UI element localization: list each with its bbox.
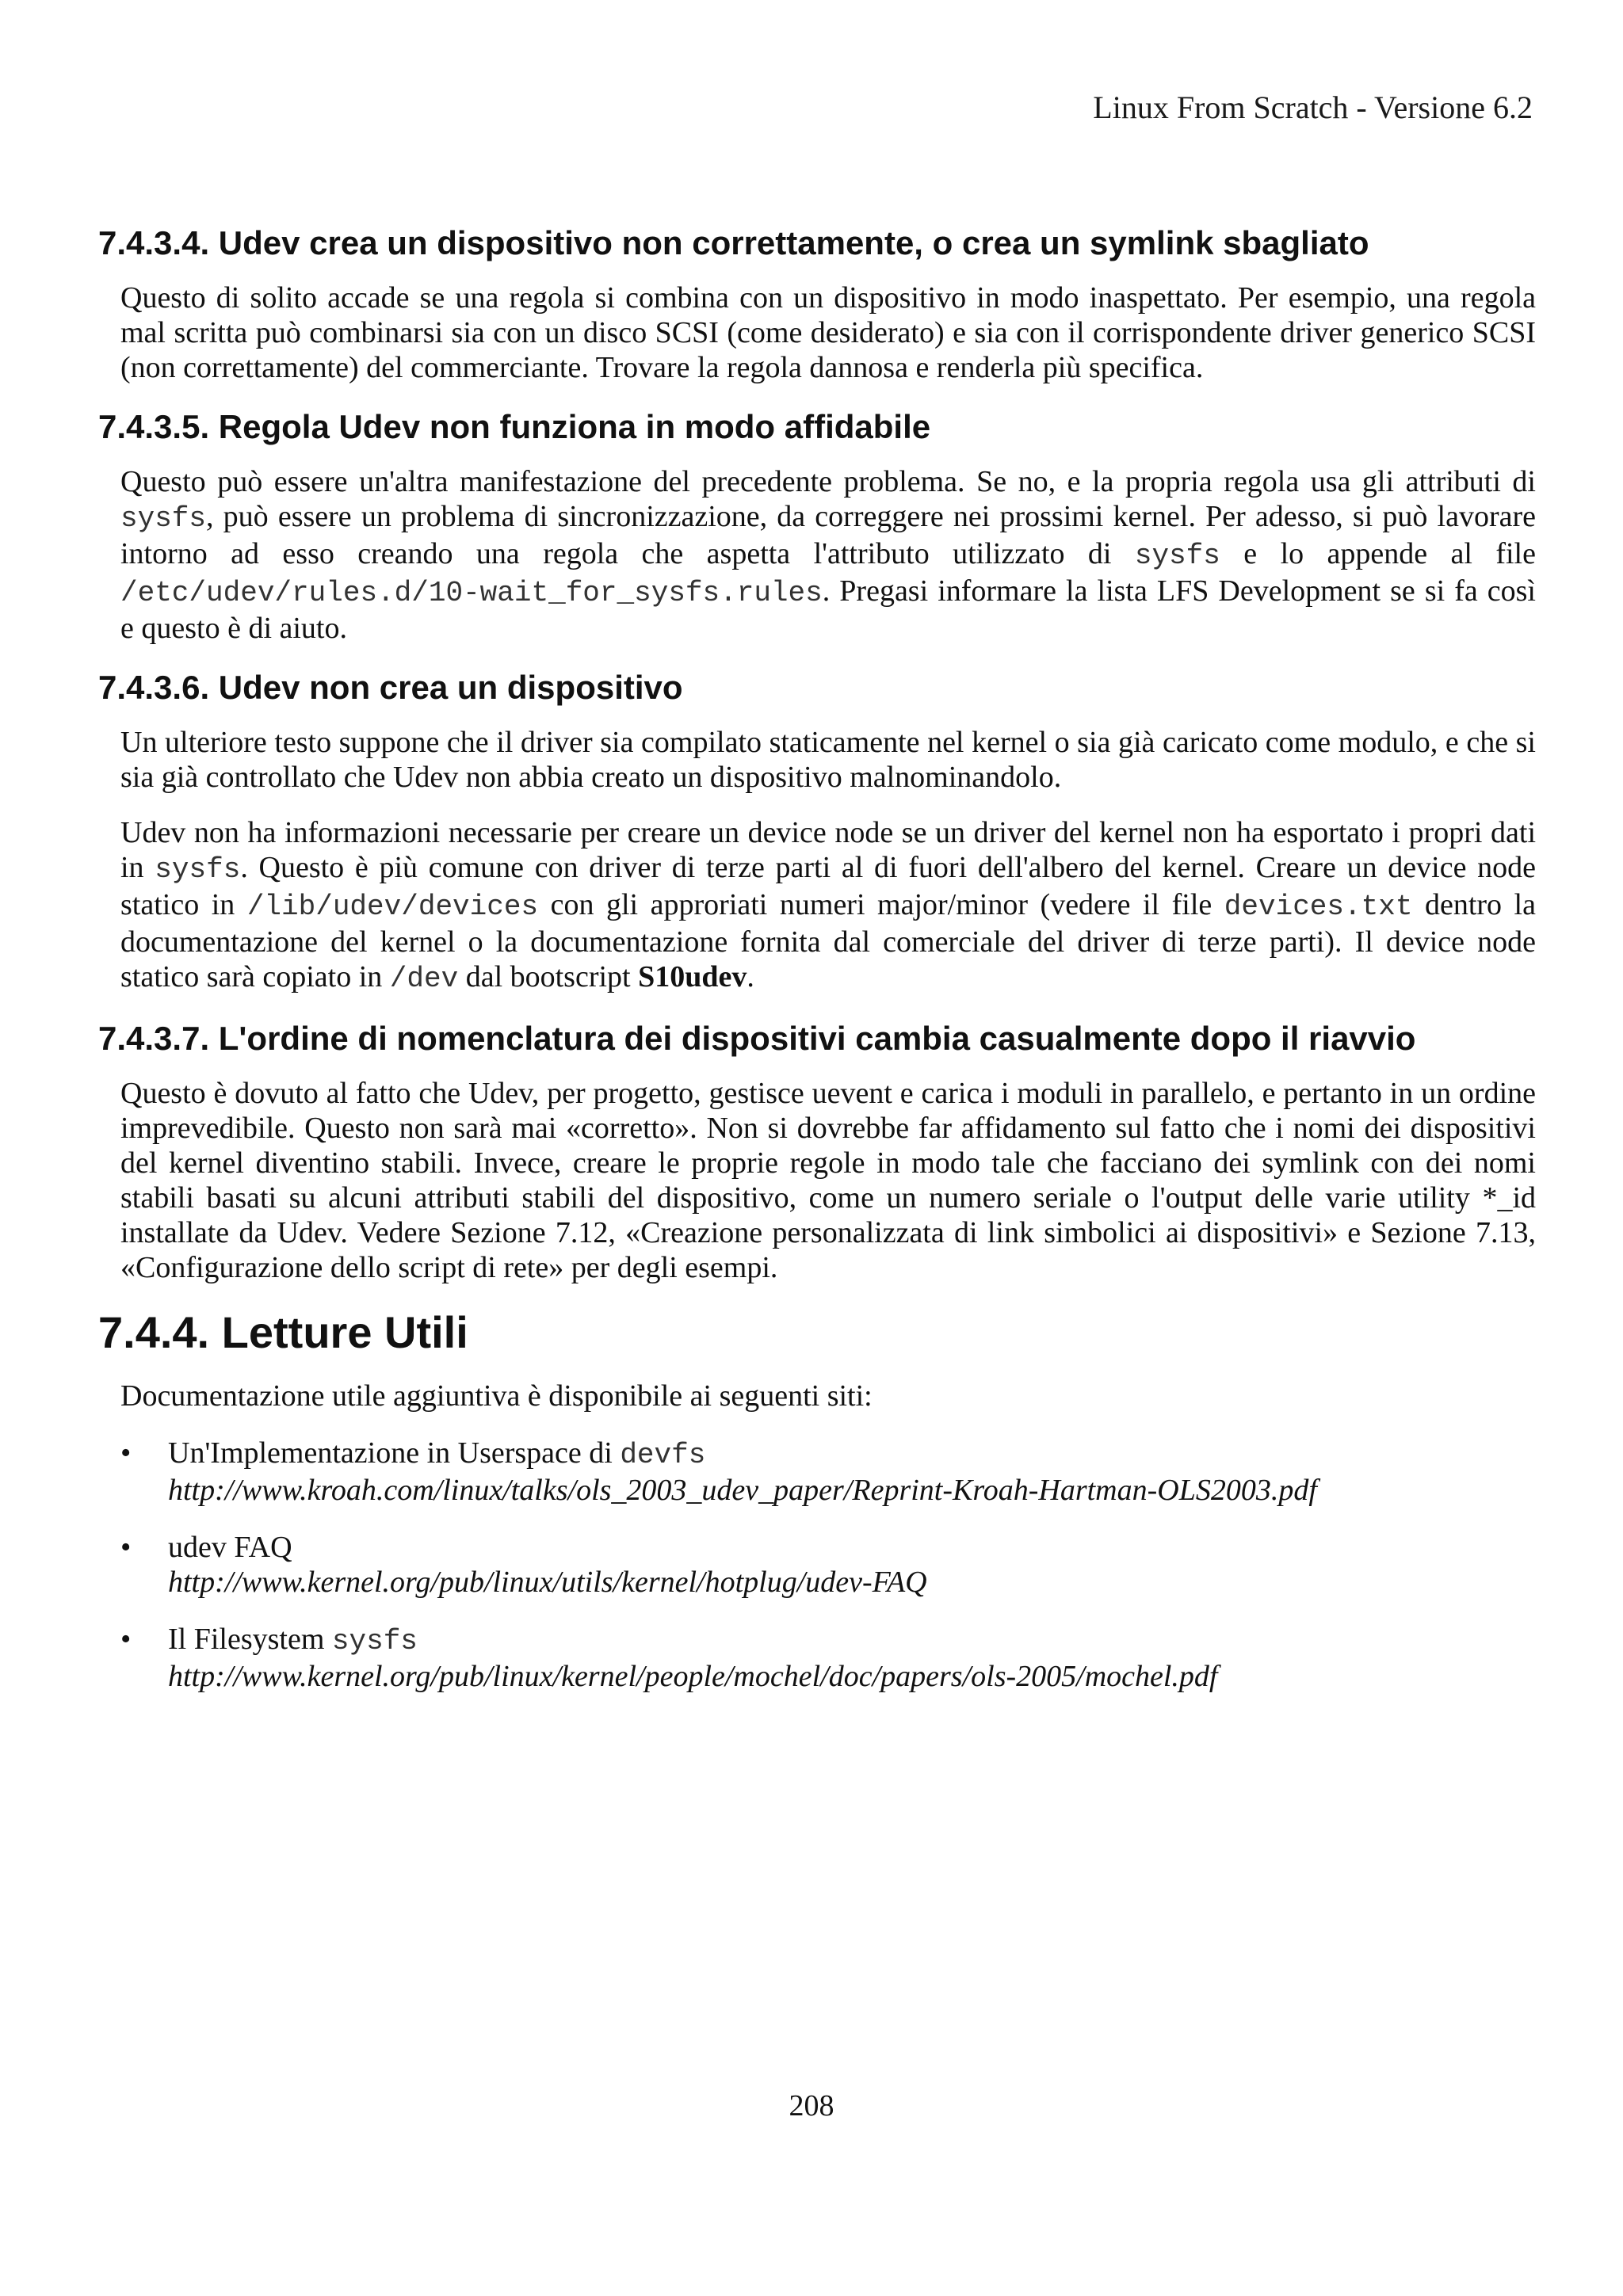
list-item xyxy=(120,1622,1536,1694)
text-run: Questo può essere un'altra manifestazione del precedente problema. Se no, e la propria regola usa gli attributi di xyxy=(120,465,1536,498)
list-item-label: Il Filesystem xyxy=(168,1623,332,1656)
list-item xyxy=(120,1530,1536,1600)
section-7-4-4 xyxy=(98,1306,1536,1694)
running-header: Linux From Scratch - Versione 6.2 xyxy=(1093,90,1533,125)
code-devfs: devfs xyxy=(620,1439,706,1471)
bullet-icon: • xyxy=(120,1531,132,1564)
section-heading: 7.4.3.7. L'ordine di nomenclatura dei dispositivi cambia casualmente dopo il riavvio xyxy=(98,1020,1416,1057)
paragraph xyxy=(120,815,1536,997)
section-7-4-3-4 xyxy=(98,222,1536,385)
reference-link[interactable]: http://www.kernel.org/pub/linux/kernel/people/mochel/doc/papers/ols-2005/mochel.pdf xyxy=(168,1660,1218,1693)
page-content xyxy=(98,222,1536,1716)
paragraph xyxy=(120,464,1536,646)
list-item-label: udev FAQ xyxy=(168,1531,292,1564)
section-heading: 7.4.3.4. Udev crea un dispositivo non correttamente, o crea un symlink sbagliato xyxy=(98,224,1369,261)
bullet-icon: • xyxy=(120,1623,132,1656)
section-7-4-3-7 xyxy=(98,1017,1536,1285)
paragraph: Documentazione utile aggiuntiva è disponibile ai seguenti siti: xyxy=(120,1379,873,1413)
bootscript-name: S10udev xyxy=(638,960,747,994)
code-devices-txt: devices.txt xyxy=(1224,891,1413,923)
code-sysfs: sysfs xyxy=(120,502,207,535)
code-file-path: /etc/udev/rules.d/10-wait_for_sysfs.rules xyxy=(120,577,823,609)
paragraph: Questo è dovuto al fatto che Udev, per progetto, gestisce uevent e carica i moduli in parallelo, e pertanto in un ordine imprevedibile. Questo non sarà mai «corretto». Non si dovrebbe far affidamento sul fatto che i nomi dei dispositivi del kernel diventino stabili. Invece, creare le proprie regole in modo tale che facciano dei symlink con dei nomi stabili basati su alcuni attributi stabili del dispositivo, come un numero seriale o l'output delle varie utility *_id installate da Udev. Vedere Sezione 7.12, «Creazione personalizzata di link simbolici ai dispositivi» e Sezione 7.13, «Configurazione dello script di rete» per degli esempi. xyxy=(120,1077,1536,1284)
paragraph: Questo di solito accade se una regola si combina con un dispositivo in modo inaspettato. Per esempio, una regola mal scritta può combinarsi sia con un disco SCSI (come desiderato) e sia con il corrispondente driver generico SCSI (non correttamente) del commerciante. Trovare la regola dannosa e renderla più specifica. xyxy=(120,281,1536,384)
text-run: e lo appende al file xyxy=(1220,537,1536,570)
paragraph: Un ulteriore testo suppone che il driver sia compilato staticamente nel kernel o sia già caricato come modulo, e che si sia già controllato che Udev non abbia creato un dispositivo malnominandolo. xyxy=(120,726,1536,794)
reference-link[interactable]: http://www.kernel.org/pub/linux/utils/kernel/hotplug/udev-FAQ xyxy=(168,1566,927,1599)
reference-link[interactable]: http://www.kroah.com/linux/talks/ols_2003_udev_paper/Reprint-Kroah-Hartman-OLS2003.pdf xyxy=(168,1474,1317,1507)
bullet-icon: • xyxy=(120,1436,132,1470)
section-heading: 7.4.3.6. Udev non crea un dispositivo xyxy=(98,669,683,706)
code-devices-dir: /lib/udev/devices xyxy=(246,891,539,923)
text-run: dentro la documentazione del kernel o la documentazione fornita dal comerciale del driver di terze parti). Il device node statico sarà copiato in xyxy=(120,888,1536,994)
section-heading: 7.4.3.5. Regola Udev non funziona in modo affidabile xyxy=(98,408,931,445)
text-run: . Pregasi informare la lista LFS Development se si fa così e questo è di aiuto. xyxy=(120,574,1536,645)
list-item xyxy=(120,1436,1536,1508)
text-run: Udev non ha informazioni necessarie per creare un device node se un driver del kernel non ha esportato i propri dati in xyxy=(120,816,1536,884)
code-sysfs: sysfs xyxy=(155,853,241,886)
list-item-label: Un'Implementazione in Userspace di xyxy=(168,1436,621,1470)
code-sysfs: sysfs xyxy=(331,1625,418,1657)
code-sysfs: sysfs xyxy=(1134,540,1220,572)
page-number: 208 xyxy=(789,2089,834,2122)
text-run: dal bootscript xyxy=(458,960,639,994)
section-7-4-3-5 xyxy=(98,406,1536,646)
code-dev: /dev xyxy=(389,963,459,995)
text-run: con gli approriati numeri major/minor (vedere il file xyxy=(538,888,1224,921)
link-list xyxy=(120,1436,1536,1694)
text-run: . xyxy=(747,960,754,994)
section-7-4-3-6 xyxy=(98,666,1536,997)
text-run: . Questo è più comune con driver di terze parti al di fuori dell'albero del kernel. Creare un device node statico in xyxy=(120,851,1537,921)
section-heading: 7.4.4. Letture Utili xyxy=(98,1307,468,1357)
text-run: , può essere un problema di sincronizzazione, da correggere nei prossimi kernel. Per adesso, si può lavorare intorno ad esso creando una regola che aspetta l'attributo utilizzato di xyxy=(120,500,1536,570)
